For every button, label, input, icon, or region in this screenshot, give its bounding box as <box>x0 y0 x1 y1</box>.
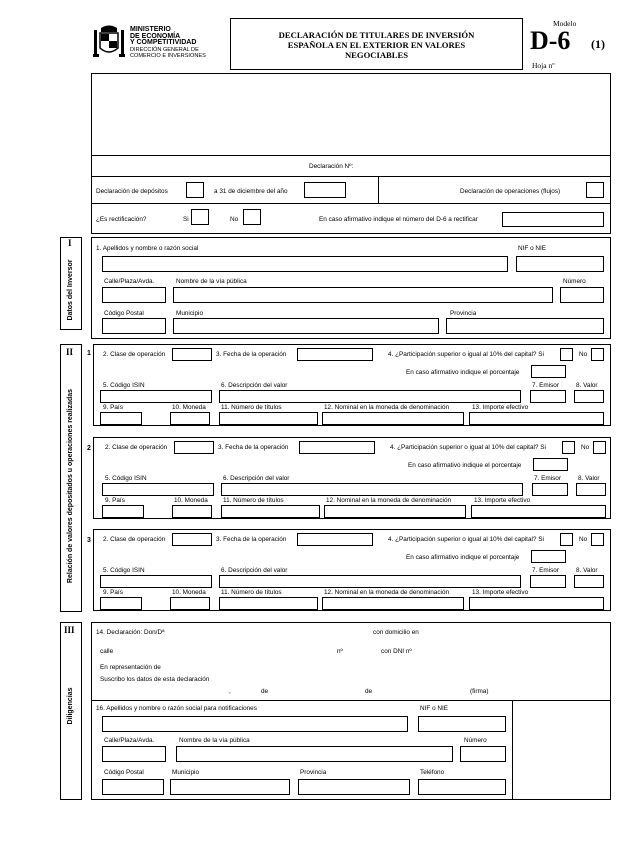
moneda-label: 10. Moneda <box>172 404 206 411</box>
notif-nif-label: NIF o NIE <box>420 705 449 712</box>
participacion-no-label: No <box>579 351 588 358</box>
investor-nif-label: NIF o NIE <box>518 245 547 252</box>
domicilio-label: con domicilio en <box>373 629 419 636</box>
clase-label: 2. Clase de operación <box>103 351 166 358</box>
descripcion-label: 6. Descripción del valor <box>223 475 290 482</box>
modelo-suffix: (1) <box>591 37 605 51</box>
rectification-si-label: Si <box>183 216 189 223</box>
modelo-code: D-6 <box>530 26 571 55</box>
participacion-si-checkbox[interactable] <box>560 533 573 546</box>
clase-field[interactable] <box>172 348 212 361</box>
emisor-field[interactable] <box>530 575 566 588</box>
notif-name-field[interactable] <box>102 716 408 732</box>
rectify-number-label: En caso afirmativo indique el número del D-6 a rectificar <box>319 216 478 223</box>
operation-block-1-number: 1 <box>87 350 91 357</box>
porcentaje-label: En caso afirmativo indique el porcentaje <box>408 462 522 469</box>
importe-field[interactable] <box>469 597 604 610</box>
moneda-label: 10. Moneda <box>174 497 208 504</box>
investor-number-label: Número <box>563 278 586 285</box>
importe-field[interactable] <box>469 412 604 425</box>
coat-of-arms-logo <box>93 24 125 60</box>
emisor-label: 7. Emisor <box>532 382 559 389</box>
porcentaje-field[interactable] <box>531 550 566 563</box>
notif-nif-field[interactable] <box>418 716 506 732</box>
notif-provincia-label: Provincia <box>300 769 327 776</box>
notif-municipio-label: Municipio <box>172 769 199 776</box>
investor-street-name-label: Nombre de la vía pública <box>176 278 247 285</box>
participacion-no-label: No <box>579 536 588 543</box>
investor-street-type-field[interactable] <box>102 287 166 303</box>
investor-name-label: 1. Apellidos y nombre o razón social <box>96 245 199 252</box>
descripcion-field[interactable] <box>219 390 521 403</box>
pais-label: 9. País <box>103 404 123 411</box>
descripcion-label: 6. Descripción del valor <box>221 567 288 574</box>
section-ii-side-label: Relación de valores depositados u operaciones realizadas <box>67 388 74 584</box>
section-i-side-label: Datos del Inversor <box>67 259 74 321</box>
moneda-field[interactable] <box>170 412 210 425</box>
participacion-label: 4. ¿Participación superior o igual al 10% del capital? Si <box>388 536 544 543</box>
notif-municipio-field[interactable] <box>170 779 290 795</box>
investor-provincia-label: Provincia <box>450 310 477 317</box>
investor-street-type-label: Calle/Plaza/Avda. <box>104 278 155 285</box>
nominal-label: 12. Nominal en la moneda de denominación <box>326 497 452 504</box>
section-iii-roman: III <box>64 625 75 635</box>
nominal-field[interactable] <box>322 412 464 425</box>
nominal-label: 12. Nominal en la moneda de denominación <box>324 589 450 596</box>
operation-block-2-number: 2 <box>87 445 91 452</box>
titulos-field[interactable] <box>221 505 320 518</box>
porcentaje-field[interactable] <box>533 458 568 471</box>
importe-field[interactable] <box>471 505 606 518</box>
rectification-no-label: No <box>230 216 239 223</box>
fecha-field[interactable] <box>297 348 373 361</box>
pais-field[interactable] <box>102 505 144 518</box>
notif-number-label: Número <box>464 737 487 744</box>
top-block <box>91 73 611 234</box>
investor-municipio-field[interactable] <box>173 318 439 334</box>
nominal-field[interactable] <box>324 505 466 518</box>
isin-field[interactable] <box>100 390 212 403</box>
moneda-field[interactable] <box>172 505 212 518</box>
isin-label: 5. Código ISIN <box>103 382 145 389</box>
isin-field[interactable] <box>100 575 212 588</box>
notif-street-name-label: Nombre de la vía pública <box>179 737 250 744</box>
valor-label: 8. Valor <box>578 475 600 482</box>
importe-label: 13. Importe efectivo <box>472 404 529 411</box>
deposits-checkbox[interactable] <box>186 182 204 198</box>
declaracion-number-label: Declaración Nº: <box>309 163 354 170</box>
emisor-field[interactable] <box>532 483 568 496</box>
participacion-si-checkbox[interactable] <box>562 441 575 454</box>
notif-postal-field[interactable] <box>102 779 164 795</box>
clase-label: 2. Clase de operación <box>103 536 166 543</box>
year-label: a 31 de diciembre del año <box>214 188 288 195</box>
notif-telefono-field[interactable] <box>418 779 506 795</box>
valor-field[interactable] <box>576 483 606 496</box>
porcentaje-label: En caso afirmativo indique el porcentaje <box>406 554 520 561</box>
investor-name-field[interactable] <box>102 256 508 272</box>
emisor-field[interactable] <box>530 390 566 403</box>
notif-street-type-field[interactable] <box>102 746 166 762</box>
notif-provincia-field[interactable] <box>298 779 410 795</box>
representacion-label: En representación de <box>100 664 161 671</box>
investor-postal-field[interactable] <box>102 318 166 334</box>
isin-label: 5. Código ISIN <box>105 475 147 482</box>
porcentaje-label: En caso afirmativo indique el porcentaje <box>406 369 520 376</box>
signature-de-1: de <box>261 688 269 695</box>
moneda-field[interactable] <box>170 597 210 610</box>
modelo-label: Modelo <box>553 19 577 28</box>
signature-comma: , <box>229 688 231 695</box>
investor-municipio-label: Municipio <box>176 310 203 317</box>
fecha-label: 3. Fecha de la operación <box>218 444 289 451</box>
pais-field[interactable] <box>100 597 142 610</box>
importe-label: 13. Importe efectivo <box>474 497 531 504</box>
notif-name-label: 16. Apellidos y nombre o razón social para notificaciones <box>96 705 257 712</box>
signature-de-2: de <box>365 688 373 695</box>
year-field[interactable] <box>304 182 346 198</box>
valor-field[interactable] <box>574 575 604 588</box>
participacion-no-checkbox[interactable] <box>591 533 604 546</box>
ministry-name: MINISTERIO DE ECONOMÍA Y COMPETITIVIDAD DIRECCIÓN GENERAL DE COMERCIO E INVERSIONES <box>130 26 206 59</box>
nominal-label: 12. Nominal en la moneda de denominación <box>324 404 450 411</box>
titulos-label: 11. Número de títulos <box>221 404 282 411</box>
pais-field[interactable] <box>100 412 142 425</box>
investor-nif-field[interactable] <box>516 256 604 272</box>
descripcion-label: 6. Descripción del valor <box>221 382 288 389</box>
valor-field[interactable] <box>574 390 604 403</box>
valor-label: 8. Valor <box>576 567 598 574</box>
emisor-label: 7. Emisor <box>532 567 559 574</box>
numero-label: nº <box>337 648 343 655</box>
notif-telefono-label: Teléfono <box>420 769 445 776</box>
rectification-question: ¿Es rectificación? <box>96 216 147 223</box>
importe-label: 13. Importe efectivo <box>472 589 529 596</box>
dni-label: con DNI nº <box>381 648 412 655</box>
participacion-no-label: No <box>581 444 590 451</box>
valor-label: 8. Valor <box>576 382 598 389</box>
operations-label: Declaración de operaciones (flujos) <box>460 188 561 195</box>
titulos-field[interactable] <box>219 412 318 425</box>
investor-number-field[interactable] <box>560 287 604 303</box>
clase-label: 2. Clase de operación <box>105 444 168 451</box>
moneda-label: 10. Moneda <box>172 589 206 596</box>
calle-label: calle <box>100 648 114 655</box>
titulos-label: 11. Número de títulos <box>223 497 284 504</box>
descripcion-field[interactable] <box>221 483 523 496</box>
nominal-field[interactable] <box>322 597 464 610</box>
section-iii-side-label: Diligencias <box>67 687 74 725</box>
form-title: DECLARACIÓN DE TITULARES DE INVERSIÓN ESPAÑOLA EN EL EXTERIOR EN VALORES NEGOCIABLES <box>278 30 475 60</box>
fecha-label: 3. Fecha de la operación <box>216 536 287 543</box>
clase-field[interactable] <box>172 533 212 546</box>
participacion-label: 4. ¿Participación superior o igual al 10% del capital? Si <box>390 444 546 451</box>
investor-street-name-field[interactable] <box>173 287 553 303</box>
isin-field[interactable] <box>102 483 214 496</box>
rectify-number-field[interactable] <box>502 212 604 227</box>
porcentaje-field[interactable] <box>531 365 566 378</box>
suscribo-label: Suscribo los datos de esta declaración <box>100 676 210 683</box>
clase-field[interactable] <box>174 441 214 454</box>
descripcion-field[interactable] <box>219 575 521 588</box>
hoja-label: Hoja nº <box>532 61 555 70</box>
signature-firma-label: (firma) <box>470 688 489 695</box>
emisor-label: 7. Emisor <box>534 475 561 482</box>
notif-street-type-label: Calle/Plaza/Avda. <box>104 737 155 744</box>
fecha-label: 3. Fecha de la operación <box>216 351 287 358</box>
notif-street-name-field[interactable] <box>176 746 453 762</box>
section-i-roman: I <box>68 238 72 248</box>
fecha-field[interactable] <box>297 533 373 546</box>
participacion-label: 4. ¿Participación superior o igual al 10% del capital? Si <box>388 351 544 358</box>
notif-postal-label: Código Postal <box>104 769 144 776</box>
titulos-field[interactable] <box>219 597 318 610</box>
investor-postal-label: Código Postal <box>104 310 144 317</box>
participacion-no-checkbox[interactable] <box>591 348 604 361</box>
isin-label: 5. Código ISIN <box>103 567 145 574</box>
declaracion-don-label: 14. Declaración: Don/Dª <box>96 629 165 636</box>
investor-provincia-field[interactable] <box>446 318 604 334</box>
fecha-field[interactable] <box>299 441 375 454</box>
operations-checkbox[interactable] <box>586 182 604 198</box>
participacion-no-checkbox[interactable] <box>593 441 606 454</box>
pais-label: 9. País <box>103 589 123 596</box>
deposits-label: Declaración de depósitos <box>96 188 168 195</box>
notif-number-field[interactable] <box>460 746 506 762</box>
rectification-si-checkbox[interactable] <box>191 209 209 225</box>
section-ii-roman: II <box>66 347 74 357</box>
titulos-label: 11. Número de títulos <box>221 589 282 596</box>
pais-label: 9. País <box>105 497 125 504</box>
rectification-no-checkbox[interactable] <box>243 209 261 225</box>
operation-block-3-number: 3 <box>87 537 91 544</box>
participacion-si-checkbox[interactable] <box>560 348 573 361</box>
